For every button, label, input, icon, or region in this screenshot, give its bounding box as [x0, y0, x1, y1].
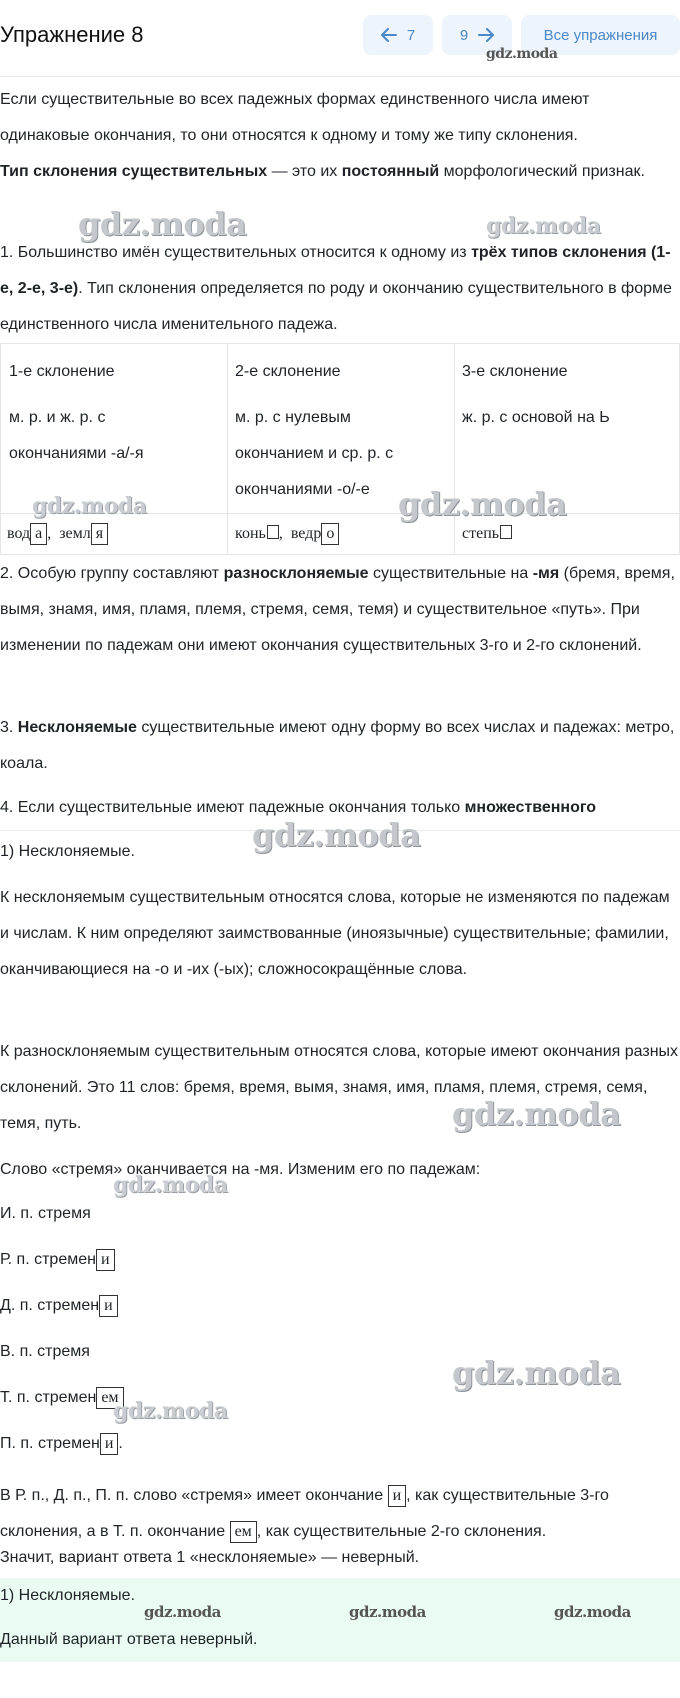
case-form: И. п. стремя: [0, 1205, 91, 1222]
page-title: Упражнение 8: [0, 22, 144, 47]
watermark: gdz.moda: [113, 1172, 228, 1198]
theory-term-constant: постоянный: [341, 163, 440, 180]
table-desc-1: [9, 400, 144, 472]
watermark: gdz.moda: [398, 485, 567, 523]
next-exercise-label: 9: [459, 26, 469, 44]
header-divider: [0, 76, 680, 77]
solution-paragraph-1: К несклоняемым существительным относятся слова, которые не изменяются по падежам и числам. К ним определяют заимствованные (иноязычные) существительные; фамилии, оканчивающиеся на -о и -их (-ых); сложносокращённые слова.: [0, 889, 670, 978]
case-form: Т. п. стремен: [0, 1389, 97, 1406]
theory-text: существительные имеют одну форму во всех числах и падежах: метро, коала.: [0, 719, 675, 772]
prev-exercise-button[interactable]: [363, 15, 433, 55]
case-form: Р. п. стремен: [0, 1251, 96, 1268]
watermark: gdz.moda: [486, 213, 601, 239]
watermark: gdz.moda: [452, 1354, 621, 1392]
example-stem: земл: [59, 525, 91, 542]
watermark: gdz.moda: [349, 1603, 426, 1621]
theory-paragraph-4: [0, 556, 680, 664]
example-ending: а: [30, 523, 47, 545]
table-desc-line: окончаниями -о/-е: [235, 481, 370, 498]
watermark: gdz.moda: [32, 493, 147, 519]
case-ending: и: [96, 1249, 115, 1271]
theory-term-heteroclitic: разносклоняемые: [223, 565, 369, 582]
case-tail: .: [118, 1435, 123, 1452]
theory-text: морфологический признак.: [439, 163, 645, 180]
prev-exercise-label: 7: [406, 26, 416, 44]
table-example-2: [235, 519, 339, 549]
table-desc-line: м. р. с нулевым: [235, 409, 351, 426]
table-desc-2: [235, 400, 393, 508]
case-row: [0, 1426, 680, 1462]
theory-text: 4. Если существительные имеют падежные окончания только: [0, 799, 465, 816]
zero-ending-box: [267, 525, 279, 539]
header: [0, 0, 680, 76]
solution-paragraph-2: К разносклоняемым существительным относятся слова, которые имеют окончания разных склонений. Это 11 слов: бремя, время, вымя, знамя, имя, пламя, племя, стремя, семя, темя, путь.: [0, 1043, 679, 1132]
table-desc-line: окончаниями -а/-я: [9, 445, 144, 462]
example-ending: о: [321, 523, 339, 545]
case-ending: и: [388, 1485, 407, 1507]
case-form: В. п. стремя: [0, 1343, 90, 1360]
all-exercises-label: Все упражнения: [543, 26, 658, 44]
theory-term-types: трёх типов склонения (1-е, 2-е, 3-е): [0, 244, 671, 297]
case-row: [0, 1196, 680, 1232]
case-form: П. п. стремен: [0, 1435, 100, 1452]
example-stem: конь: [235, 525, 266, 542]
watermark: gdz.moda: [78, 205, 247, 243]
watermark: gdz.moda: [252, 816, 421, 854]
theory-paragraph-1: Если существительные во всех падежных формах единственного числа имеют одинаковые окончания, то они относятся к одному и тому же типу склонения.: [0, 91, 590, 144]
conclusion-text: , как существительные 2-го склонения.: [256, 1523, 547, 1540]
table-desc-line: ж. р. с основой на Ь: [462, 409, 610, 426]
watermark: gdz.moda: [113, 1398, 228, 1424]
example-stem: степь: [462, 525, 500, 542]
answer-verdict: Данный вариант ответа неверный.: [0, 1631, 258, 1648]
arrow-right-icon: [478, 28, 494, 42]
theory-term: Тип склонения существительных: [0, 163, 268, 180]
table-header-1: 1-е склонение: [9, 363, 115, 380]
watermark: gdz.moda: [554, 1603, 631, 1621]
conclusion-text: В Р. п., Д. п., П. п. слово «стремя» имеет окончание: [0, 1487, 388, 1504]
theory-term-suffix: -мя: [532, 565, 560, 582]
header-watermark: gdz.moda: [486, 46, 558, 62]
table-desc-3: [462, 400, 610, 436]
conclusion-text: , как существительные 3-го склонения, а в Т. п. окончание: [0, 1487, 609, 1540]
example-ending: я: [91, 523, 108, 545]
case-row: [0, 1288, 680, 1324]
case-form: Д. п. стремен: [0, 1297, 100, 1314]
theory-term-indeclinable: Несклоняемые: [17, 719, 137, 736]
theory-paragraph-3: [0, 235, 680, 343]
theory-text: 1. Большинство имён существительных относится к одному из: [0, 244, 472, 261]
example-separator: ,: [47, 525, 60, 542]
table-example-1: [7, 519, 108, 549]
table-desc-line: окончанием и ср. р. с: [235, 445, 394, 462]
table-header-2: 2-е склонение: [235, 363, 341, 380]
conclusion-paragraph-2: Значит, вариант ответа 1 «несклоняемые» — неверный.: [0, 1549, 420, 1566]
case-ending: и: [100, 1433, 119, 1455]
case-ending: ем: [96, 1387, 123, 1409]
theory-text: 2. Особую группу составляют: [0, 565, 224, 582]
table-example-3: [462, 519, 512, 549]
declension-table: [0, 343, 680, 555]
example-stem: ведр: [290, 525, 322, 542]
case-row: [0, 1242, 680, 1278]
theory-text: — это их: [267, 163, 342, 180]
theory-paragraph-5: [0, 710, 680, 782]
example-separator: ,: [278, 525, 291, 542]
theory-text: 3.: [0, 719, 18, 736]
arrow-left-icon: [381, 28, 397, 42]
watermark: gdz.moda: [452, 1095, 621, 1133]
solution-paragraph-3: Слово «стремя» оканчивается на -мя. Изменим его по падежам:: [0, 1161, 481, 1178]
theory-text: (бремя, время, вымя, знамя, имя, пламя, племя, стремя, семя, темя) и существительное «путь». При изменении по падежам они имеют окончания существительных 3-го и 2-го склонений.: [0, 565, 675, 654]
table-header-3: 3-е склонение: [462, 363, 568, 380]
case-ending: ем: [230, 1521, 257, 1543]
example-stem: вод: [7, 525, 31, 542]
case-ending: и: [99, 1295, 118, 1317]
table-divider: [227, 344, 228, 554]
theory-term-plural: множественного: [464, 799, 597, 816]
zero-ending-box: [500, 525, 512, 539]
theory-paragraph-2: [0, 154, 680, 190]
watermark: gdz.moda: [144, 1603, 221, 1621]
solution-option: 1) Несклоняемые.: [0, 843, 135, 860]
theory-text: . Тип склонения определяется по роду и окончанию существительного в форме единственного числа именительного падежа.: [0, 280, 672, 333]
table-desc-line: м. р. и ж. р. с: [9, 409, 106, 426]
theory-text: существительные на: [368, 565, 533, 582]
answer-option: 1) Несклоняемые.: [0, 1587, 135, 1604]
